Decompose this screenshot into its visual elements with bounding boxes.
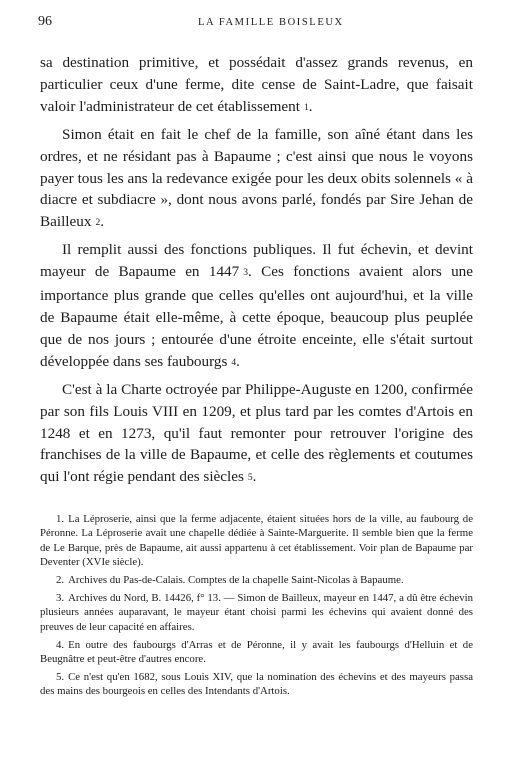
footnote-number: 5. — [56, 671, 65, 684]
page-number: 96 — [38, 14, 52, 29]
main-text — [40, 52, 473, 490]
paragraph-text: C'est à la Charte octroyée par Philippe-Auguste en 1200, confirmée par son fils Louis VIII en 1209, et plus tard par les comtes d'Artois en 1248 et en 1273, qu'il faut remonter pour retrouver l'origine des franchises de la ville de Bapaume, et celle des règlements et coutumes qui l'ont régie pendant des siècles — [40, 380, 473, 486]
footnote-reference: 1 — [304, 102, 309, 113]
footnote-text: La Léproserie, ainsi que la ferme adjacente, étaient situées hors de la ville, au faubourg de Péronne. La Léproserie avait une chapelle dédiée à Sainte-Marguerite. Il semble bien que la ferme de Le Barque, près de Bapaume, ait aussi appartenu à cet établissement. Voir plan de Bapaume par Deventer (XVIe siècle). — [40, 513, 473, 569]
footnote — [40, 591, 473, 634]
footnote-text: Archives du Nord, B. 14426, f° 13. — Simon de Bailleux, mayeur en 1447, a dû être échevin plusieurs années auparavant, le mayeur étant choisi parmi les échevins qui avaient donné des preuves de leur capacité en affaires. — [40, 592, 473, 633]
footnote-reference: 3 — [243, 268, 248, 279]
paragraph-text: sa destination primitive, et possédait d'assez grands revenus, en particulier ceux d'une ferme, dite cense de Saint-Ladre, que faisait valoir l'administrateur de cet établissement — [40, 54, 473, 115]
footnotes — [40, 512, 473, 702]
paragraph: Il remplit aussi des fonctions publiques. Il fut échevin, et devint mayeur de Bapaume en 1447 3. Ces fonctions avaient alors une importance plus grande que celles qu'elles ont aujourd'hui, et la ville de Bapaume était elle-même, à cette époque, beaucoup plus peuplée que de nos jours ; entourée d'une étroite enceinte, elle s'était surtout développée dans ses faubourgs 4. — [40, 241, 473, 370]
footnote — [40, 638, 473, 667]
running-title: LA FAMILLE BOISLEUX — [198, 17, 344, 28]
footnote — [40, 512, 473, 570]
paragraph: sa destination primitive, et possédait d'assez grands revenus, en particulier ceux d'une ferme, dite cense de Saint-Ladre, que faisait valoir l'administrateur de cet établissement 1. — [40, 54, 473, 115]
paragraph-text: Ces fonctions avaient alors une importance plus grande que celles qu'elles ont aujourd'hui, et la ville de Bapaume était elle-même, à cette époque, beaucoup plus peuplée que de nos jours ; entourée d'une étroite enceinte, elle s'était surtout développée dans ses faubourgs — [40, 263, 473, 370]
footnote-reference: 5 — [247, 473, 253, 484]
paragraph-text: Il remplit aussi des fonctions publiques. Il fut échevin, et devint mayeur de Bapaume en 1447 — [40, 241, 473, 281]
footnote-number: 4. — [56, 638, 65, 651]
footnote-reference: 4 — [231, 357, 237, 368]
footnote-number: 2. — [56, 574, 65, 587]
footnote-text: Archives du Pas-de-Calais. Comptes de la chapelle Saint-Nicolas à Bapaume. — [68, 574, 404, 587]
footnote-number: 1. — [56, 513, 65, 525]
paragraph: C'est à la Charte octroyée par Philippe-Auguste en 1200, confirmée par son fils Louis VIII en 1209, et plus tard par les comtes d'Artois en 1248 et en 1273, qu'il faut remonter pour retrouver l'origine des franchises de la ville de Bapaume, et celle des règlements et coutumes qui l'ont régie pendant des siècles 5. — [40, 380, 473, 486]
footnote-reference: 2 — [95, 218, 101, 229]
footnote-text: Ce n'est qu'en 1682, sous Louis XIV, que la nomination des échevins et des mayeurs passa des mains des bourgeois en celles des Intendants d'Artois. — [40, 671, 473, 698]
footnote — [40, 670, 473, 699]
footnote-text: En outre des faubourgs d'Arras et de Péronne, il y avait les faubourgs d'Helluin et de Beugnâtre et peut-être d'autres encore. — [40, 638, 473, 666]
footnote — [40, 573, 473, 587]
footnote-number: 3. — [56, 592, 65, 605]
paragraph-text: Simon était en fait le chef de la famille, son aîné étant dans les ordres, et ne résidant pas à Bapaume ; c'est ainsi que nous le voyons payer tous les ans la redevance exigée pour les deux obits solennels « à diacre et subdiacre », dont nous avons parlé, fondés par Sire Jehan de Bailleux — [40, 125, 473, 231]
paragraph: Simon était en fait le chef de la famille, son aîné étant dans les ordres, et ne résidant pas à Bapaume ; c'est ainsi que nous le voyons payer tous les ans la redevance exigée pour les deux obits solennels « à diacre et subdiacre », dont nous avons parlé, fondés par Sire Jehan de Bailleux 2. — [40, 125, 473, 231]
